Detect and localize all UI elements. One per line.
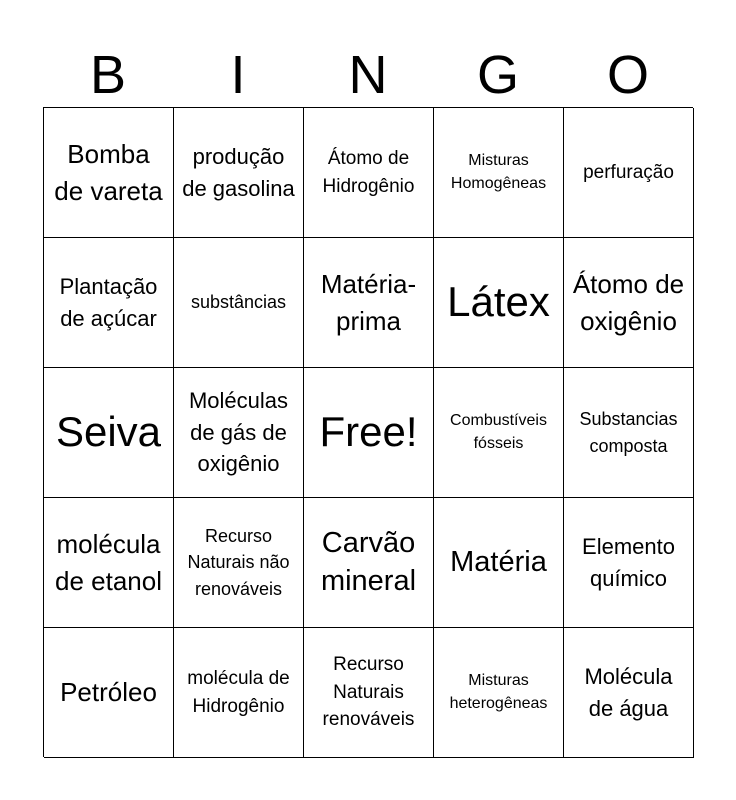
bingo-cell[interactable]: Substancias composta — [564, 368, 694, 498]
bingo-cell[interactable]: Matéria-prima — [304, 238, 434, 368]
bingo-cell[interactable]: Moléculas de gás de oxigênio — [174, 368, 304, 498]
bingo-cell[interactable]: Átomo de oxigênio — [564, 238, 694, 368]
header-letter-n: N — [348, 45, 388, 105]
bingo-cell[interactable]: Matéria — [434, 498, 564, 628]
bingo-cell[interactable]: Misturas Homogêneas — [434, 108, 564, 238]
header-letter-o: O — [606, 45, 649, 105]
bingo-cell[interactable]: Bomba de vareta — [44, 108, 174, 238]
bingo-cell[interactable]: Misturas heterogêneas — [434, 628, 564, 758]
bingo-cell[interactable]: Carvão mineral — [304, 498, 434, 628]
bingo-cell[interactable]: Plantação de açúcar — [44, 238, 174, 368]
bingo-cell[interactable]: Átomo de Hidrogênio — [304, 108, 434, 238]
bingo-board — [43, 107, 693, 757]
bingo-cell[interactable]: Petróleo — [44, 628, 174, 758]
bingo-cell[interactable]: Seiva — [44, 368, 174, 498]
bingo-cell[interactable]: produção de gasolina — [174, 108, 304, 238]
bingo-header — [43, 42, 693, 108]
header-letter-g: G — [476, 45, 519, 105]
bingo-cell[interactable]: molécula de Hidrogênio — [174, 628, 304, 758]
bingo-cell[interactable]: Elemento químico — [564, 498, 694, 628]
bingo-cell[interactable]: Látex — [434, 238, 564, 368]
bingo-cell[interactable]: molécula de etanol — [44, 498, 174, 628]
header-letter-b: B — [89, 45, 127, 105]
bingo-cell[interactable]: Recurso Naturais não renováveis — [174, 498, 304, 628]
bingo-cell[interactable]: substâncias — [174, 238, 304, 368]
bingo-free-cell[interactable]: Free! — [304, 368, 434, 498]
bingo-cell[interactable]: Recurso Naturais renováveis — [304, 628, 434, 758]
bingo-cell[interactable]: perfuração — [564, 108, 694, 238]
header-letter-i: I — [230, 45, 246, 105]
bingo-cell[interactable]: Combustíveis fósseis — [434, 368, 564, 498]
bingo-cell[interactable]: Molécula de água — [564, 628, 694, 758]
